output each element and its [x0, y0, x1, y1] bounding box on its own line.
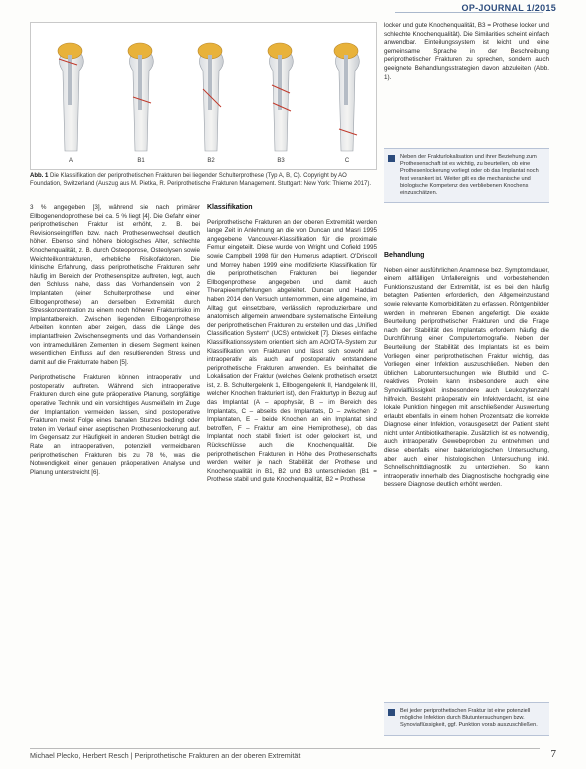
panel-label-a: A: [68, 158, 73, 164]
panel-label-b3: B3: [277, 158, 285, 164]
journal-title: OP-JOURNAL 1/2015: [461, 3, 556, 13]
humerus-a-illustration: [58, 43, 83, 151]
info-box-lockerung: [384, 148, 549, 203]
footer-rule: [30, 748, 540, 749]
col1-paragraph: 3 % angegeben [3], während sie nach primärer Ellbogenendoprothese bei ca. 5 % liegt [4]. Die Gefahr einer periprothetischen Fraktur ist erhöht, z. B. bei Revisionseingriffen bzw. nach Prothesenwechsel deutlich höher. Ebenso sind höhere biologisches Alter, schlechte Knochenqualität, z. B. durch Osteoporose, Osteolysen sowie Weichteilkontrakturen, erhebliche Risikofaktoren. Die klinische Erfahrung, dass periprothetische Frakturen sehr häufig im Bereich der Prothesenspitze auftreten, legt, auch den Schluss nahe, dass das Vorhandensein von 2 Implantaten (einer Schulterprothese und einer Ellbogenprothese) an derselben Extremität durch Stresskonzentration zu einem noch höheren Frakturrisiko im Implantatbereich. Zwischen liegenden Ellbogenprothese Arbeiten konnten aber zeigen, dass die Länge des implantatfreien Zwischensegments und das Vorhandensein von intramedullären Zementen in diesem Segment keinen wesentlichen Einfluss auf den resultierenden Stress und damit auf die Frakturrate haben [5].: [30, 204, 200, 366]
column-3-bottom: [384, 252, 549, 497]
panel-label-b2: B2: [207, 158, 215, 164]
column-2: [207, 204, 377, 492]
caption-text: Die Klassifikation der periprothetischen Frakturen bei liegender Schulterprothese (Typ A, B, C). Copyright by AO Foundation, Switzerland (Auszug aus M. Pietka, R. Periprothetische Frakturen Management. Stuttgart: New York: Thieme 2017).: [30, 173, 372, 187]
humerus-b2-illustration: [198, 43, 223, 151]
figure-caption: [30, 172, 375, 188]
col3-paragraph: Neben einer ausführlichen Anamnese bez. Symptomdauer, einem allfälligen Unfallereignis und vorbestehenden Funktionszustand der Extremität, ist es bei den häufig betagten Patienten erforderlich, den Allgemeinzustand sowie relevante Komorbiditäten zu erfassen. Röntgenbilder werden in mehreren Ebenen angefertigt. Die exakte Beurteilung periprothetischer Frakturen und die Frage nach der Stabilität des Implantats erfordern häufig die Durchführung einer Computertomografie. Neben der Beurteilung der Stabilität des Implantats ist es beim Vorliegen einer periprothetischen Fraktur wichtig, das Vorliegen einer Infektion auszuschließen. Neben den üblichen Laboruntersuchungen wie Blutbild und C-reaktives Protein kann insbesondere auch eine Synovialflüssigkeit insbesondere auch Leukozytenzahl hilfreich. Besteht präoperativ ein Infektverdacht, ist eine lokale Punktion hingegen mit anschließender Auswertung erlaubt ebenfalls in einem hohen Prozentsatz die korrekte Diagnose einer Infektion, vorausgesetzt der Patient steht nicht unter Antibiotikatherapie. Zusätzlich ist es notwendig, auch intraoperativ Gewebeproben zu entnehmen und diese ebenfalls einer bakteriologischen Untersuchung, aber auch einer histologischen Untersuchung inkl. Schnellschnittdiagnostik zu unterziehen. So kann intraoperativ innerhalb des Diagnostische hochgradig eine bessere Diagnose deutlich erhöht werden.: [384, 266, 549, 489]
humerus-illustrations: [31, 23, 376, 169]
panel-label-c: C: [344, 158, 350, 164]
info-box-text: Bei jeder periprothetischen Fraktur ist eine potenziell mögliche Infektion durch Blutuntersuchungen bzw. Synoviaflüssigkeit, ggf. Punktion vorab auszuschließen.: [400, 708, 538, 729]
page-number: 7: [550, 748, 556, 760]
col1-paragraph: Periprothetische Frakturen können intraoperativ und postoperativ auftreten. Während sich intraoperative Frakturen durch eine gute präoperative Planung, sorgfältige operative Technik und ein vorsichtiges Ausmeißeln im Zuge der Implantation vermeiden lassen, sind postoperative Frakturen meist Folge eines banalen Sturzes bedingt oder treten im Verlauf einer aseptischen Prothesenlockerung auf. Im Gegensatz zur Häufigkeit in anderen Studien beträgt die Rate an intraoperativen, potenziell vermeidbaren periprothetischen Frakturen bis zu 78 %, was die Notwendigkeit einer genauen präoperativen Analyse und Planung unterstreicht [6].: [30, 374, 200, 476]
col2-paragraph: Periprothetische Frakturen an der oberen Extremität werden lange Zeit in Anlehnung an die von Duncan und Masri 1995 angegebene Vancouver-Klassifikation für die proximale Femur eingeteilt. Diese wurde von Wright und Cofield 1995 sowie Campbell 1998 für den Humerus adaptiert. O'Driscoll und Morrey haben 1999 eine modifizierte Klassifikation für die periprothetischen Frakturen bei liegender Ellbogenprothese angegeben und damit auch Therapieempfehlungen abgeleitet. Duncan und Haddad haben 2014 den Versuch unternommen, eine allgemeine, im Alltag gut einsetzbare, verlässlich reproduzierbare und anatomisch allgemein anwendbare systematische Einteilung der periprothetischen Frakturen zu erstellen und das „Unified Classification System“ (UCS) entwickelt [7]. Dieses einfache Klassifikationssystem orientiert sich am AO/OTA-System zur Klassifikation von Frakturen und lässt sich sowohl auf intraoperativ als auch auf postoperativ entstandene periprothetische Frakturen anwenden. Es beinhaltet die Lokalisation der Fraktur (welches Gelenk prothetisch ersetzt ist, z. B. Schultergelenk 1, Ellbogengelenk II, Handgelenk III, welcher Knochen frakturiert ist), den Frakturtyp in Bezug auf das Implantat (A – apophysär, B – im Bereich des Implantats, C – abseits des Implantats, D – zwischen 2 Implantaten, E – beide Knochen an ein Implantat sind betroffen, F – Fraktur am eine Hemiprothese), ob das Implantat noch stabil fixiert ist oder gelockert ist, und Rückschlüsse auch die Knochenqualität. Die periprothetischen Frakturen in Höhe des Prothesenschafts werden weiter je nach Stabilität der Prothese und Knochenqualität in B1, B2 und B3 unterschieden (B1 = Prothese stabil und gute Knochenqualität, B2 = Prothese: [207, 218, 377, 484]
info-box-text: Neben der Frakturlokalisation und ihrer Beziehung zum Prothesenschaft ist es wichtig, zu beurteilen, ob eine Prothesenlockerung vorliegt oder ob das Implantat noch fest verankert ist. Weiter gilt es die mechanische und biologische Kompetenz des verbliebenen Knochens einzuschätzen.: [400, 154, 539, 197]
classification-figure: [30, 22, 377, 170]
section-heading-behandlung: Behandlung: [384, 252, 425, 259]
page-header: [0, 0, 586, 20]
footer-authors: Michael Plecko, Herbert Resch | Periprothetische Frakturen an der oberen Extremität: [30, 751, 301, 760]
humerus-b1-illustration: [128, 43, 153, 151]
humerus-b3-illustration: [268, 43, 293, 151]
column-3-top: [384, 22, 549, 89]
info-box-infektion: [384, 702, 549, 736]
column-1: [30, 204, 200, 484]
box-marker-icon: [388, 155, 395, 162]
caption-title: Abb. 1: [30, 173, 49, 179]
col3-paragraph: locker und gute Knochenqualität, B3 = Prothese locker und schlechte Knochenqualität). Die Similarities scheint einfach anwendbar. Einteilungssystem ist leicht und eine gemeinsame Sprache in der Beschreibung periprothetischer Frakturen zu sprechen, sondern auch geeignete Behandlungsstrategien davon abzuleiten (Abb. 1).: [384, 22, 549, 81]
panel-label-b1: B1: [137, 158, 145, 164]
section-heading-klassifikation: Klassifikation: [207, 204, 253, 211]
humerus-c-illustration: [334, 43, 359, 151]
box-marker-icon: [388, 709, 395, 716]
